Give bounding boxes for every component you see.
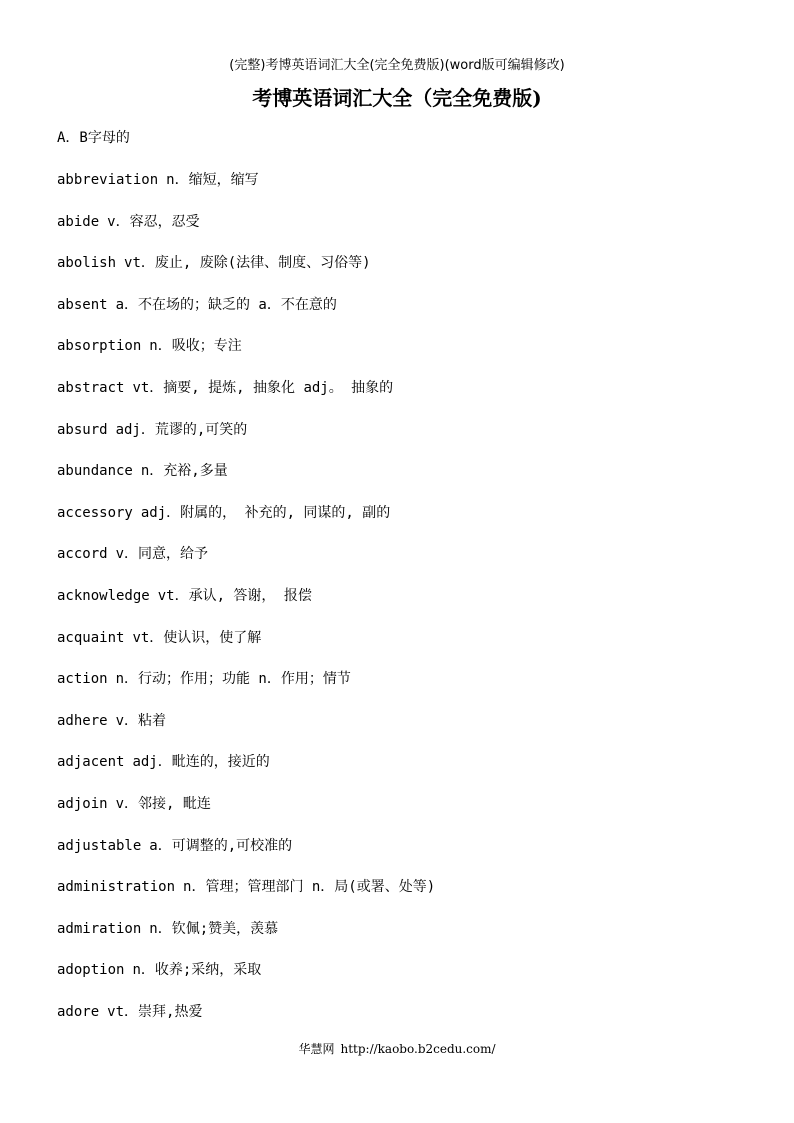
entry-word: abbreviation: [57, 172, 159, 188]
entry-definition: adj．附属的， 补充的, 同谋的, 副的: [140, 504, 391, 521]
vocabulary-entry: [57, 169, 757, 211]
entry-word: adhere: [57, 712, 108, 729]
page-footer: [0, 1041, 794, 1057]
entry-definition: v．同意，给予: [115, 546, 209, 563]
entry-definition: n．钦佩;赞美，羡慕: [149, 920, 279, 937]
vocabulary-entry: [57, 377, 757, 419]
entry-definition: n．缩短，缩写: [166, 172, 259, 188]
entry-word: accord: [57, 546, 108, 563]
entry-word: adjoin: [57, 795, 108, 812]
vocabulary-entry: [57, 1001, 757, 1043]
entry-word: adore: [57, 1003, 100, 1020]
entry-definition: n．充裕,多量: [140, 463, 228, 480]
entry-definition: vt．废止, 废除(法律、制度、习俗等): [124, 255, 371, 272]
vocabulary-entry: [57, 543, 757, 585]
entry-word: acquaint: [57, 629, 125, 646]
vocabulary-entry: [57, 918, 757, 960]
entry-definition: v．粘着: [115, 712, 167, 729]
entry-word: adoption: [57, 962, 125, 979]
entry-definition: vt．崇拜,热爱: [107, 1003, 203, 1020]
entry-definition: n．吸收；专注: [149, 338, 242, 355]
entry-word: administration: [57, 879, 176, 896]
entry-definition: n．收养;采纳，采取: [132, 962, 262, 979]
entry-definition: adj．荒谬的,可笑的: [115, 421, 248, 438]
entry-definition: a．可调整的,可校准的: [149, 837, 293, 854]
entry-word: acknowledge: [57, 587, 150, 604]
vocabulary-entry: [57, 211, 757, 253]
entry-definition: v．邻接, 毗连: [115, 795, 211, 812]
entry-word: admiration: [57, 920, 142, 937]
vocabulary-entry: [57, 710, 757, 752]
vocabulary-entry: [57, 959, 757, 1001]
entry-word: adjustable: [57, 837, 142, 854]
vocabulary-entry: [57, 419, 757, 461]
footer-publisher: 华慧网: [298, 1042, 335, 1056]
vocabulary-entry: [57, 252, 757, 294]
section-heading: A．B字母的: [57, 130, 130, 146]
entry-word: abundance: [57, 463, 133, 480]
entry-word: adjacent: [57, 754, 125, 771]
vocabulary-entry: [57, 751, 757, 793]
vocabulary-entry: [57, 876, 757, 918]
entry-definition: adj．毗连的，接近的: [132, 754, 270, 771]
entry-word: abide: [57, 213, 100, 230]
vocabulary-entry: [57, 502, 757, 544]
entry-definition: vt．摘要, 提炼, 抽象化 adj。 抽象的: [132, 379, 394, 396]
entry-word: action: [57, 671, 108, 688]
entry-definition: vt．使认识，使了解: [132, 629, 262, 646]
entry-definition: v．容忍，忍受: [107, 213, 200, 230]
running-header: (完整)考博英语词汇大全(完全免费版)(word版可编辑修改): [229, 58, 565, 73]
vocabulary-entry: [57, 460, 757, 502]
document-title: 考博英语词汇大全（完全免费版): [252, 86, 542, 110]
vocabulary-entry: [57, 585, 757, 627]
vocabulary-entry: [57, 335, 757, 377]
footer-url: http://kaobo.b2cedu.com/: [340, 1042, 496, 1056]
entry-word: accessory: [57, 504, 133, 521]
entry-definition: vt．承认, 答谢， 报偿: [157, 587, 312, 604]
entry-word: abstract: [57, 379, 125, 396]
vocabulary-entry: [57, 835, 757, 877]
vocabulary-entry: [57, 668, 757, 710]
entry-word: absent: [57, 296, 108, 313]
entry-word: absurd: [57, 421, 108, 438]
vocabulary-entry: [57, 627, 757, 669]
entry-definition: n．管理；管理部门 n．局(或署、处等): [183, 879, 436, 896]
entry-word: absorption: [57, 338, 142, 355]
entry-definition: n．行动；作用；功能 n．作用；情节: [115, 671, 351, 688]
entry-word: abolish: [57, 255, 117, 272]
vocabulary-entry: [57, 793, 757, 835]
entry-definition: a．不在场的；缺乏的 a．不在意的: [115, 296, 337, 313]
vocabulary-list: [57, 169, 757, 1042]
vocabulary-entry: [57, 294, 757, 336]
